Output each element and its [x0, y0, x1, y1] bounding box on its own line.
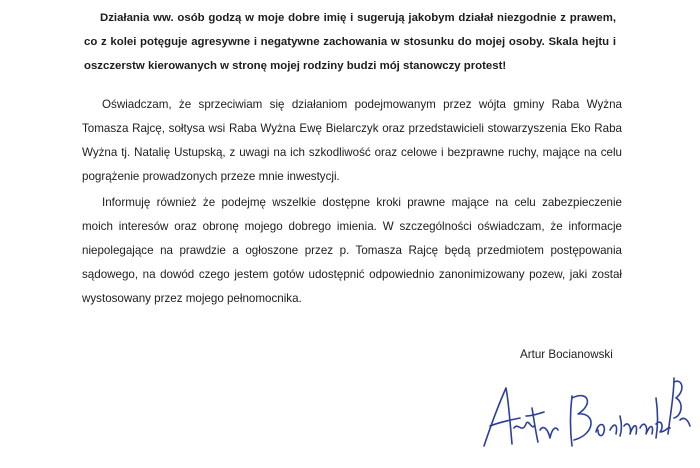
paragraph-declaration: Oświadczam, że sprzeciwiam się działaniom podejmowanym przez wójta gminy Raba Wyżna Tomasza Rajcę, sołtysa wsi Raba Wyżna Ewę Bielarczyk oraz przedstawicieli stowarzyszenia Eko Raba Wyżna tj. Natalię Ustupską, z uwagi na ich szkodliwość oraz celowe i bezprawne ruchy, mające na celu pogrążenie prowadzonych przeze mnie inwestycji. — [82, 98, 622, 183]
paragraph-protest: Działania ww. osób godzą w moje dobre imię i sugerują jakobym działał niezgodnie z prawem, co z kolei potęguje agresywne i negatywne zachowania w stosunku do mojej osoby. Skala hejtu i oszczerstw kierowanych w stronę mojej rodziny budzi mój stanowczy protest! — [84, 12, 616, 72]
handwritten-signature — [470, 368, 696, 460]
signatory-name: Artur Bocianowski — [520, 348, 613, 361]
paragraph-legal-steps: Informuję również że podejmę wszelkie dostępne kroki prawne mające na celu zabezpieczenie moich interesów oraz obronę mojego dobrego imienia. W szczególności oświadczam, że informacje niepolegające na prawdzie a ogłoszone przez p. Tomasza Rajcę będą przedmiotem postępowania sądowego, na dowód czego jestem gotów udostępnić odpowiednio zanonimizowany pozew, jaki został wystosowany przez mojego pełnomocnika. — [82, 196, 622, 305]
